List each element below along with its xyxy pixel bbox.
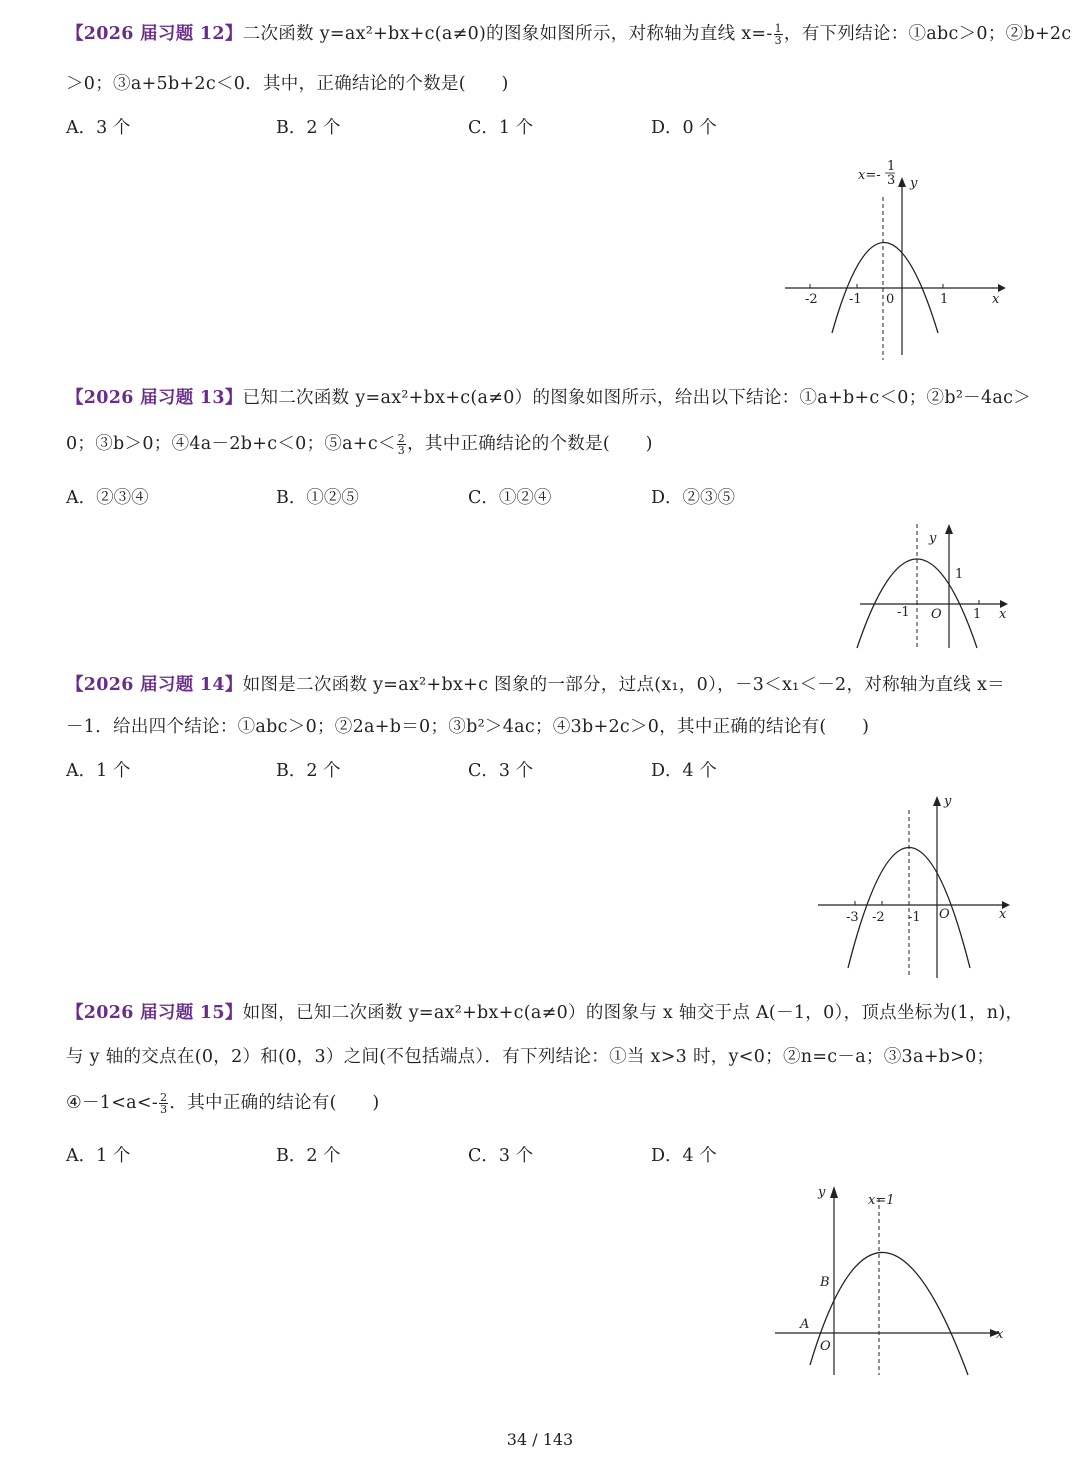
- question-12-line-1: [66, 20, 1071, 46]
- question-14-line-1: [66, 671, 1005, 696]
- question-12-fraction: $\frac{1}{3}$: [774, 22, 782, 47]
- symmetry-label: x=-: [858, 168, 881, 183]
- option-d[interactable]: D．4 个: [651, 761, 717, 781]
- question-14-line-2: －1．给出四个结论：①abc＞0；②2a+b＝0；③b²＞4ac；④3b+2c＞0，其中正确的结论有( ): [66, 717, 870, 737]
- option-d[interactable]: D．0 个: [651, 118, 717, 138]
- question-13-figure: [855, 520, 1015, 654]
- option-a[interactable]: A．1 个: [66, 761, 131, 781]
- question-13-line-2: 0；③b＞0；④4a－2b+c＜0；⑤a+c＜ $\frac{2}{3}$ ，其中正确结论的个数是( ): [66, 432, 653, 457]
- parabola: [848, 848, 970, 969]
- y-axis-arrow: [898, 177, 906, 187]
- tick-label-neg1: -1: [897, 605, 910, 620]
- option-d[interactable]: D．②③⑤: [651, 488, 736, 508]
- tick-label-0: 0: [886, 292, 895, 307]
- tick-label-neg1: -1: [849, 292, 862, 307]
- question-15-text-1: 如图，已知二次函数 y=ax²+bx+c(a≠0）的图象与 x 轴交于点 A(－1，0），顶点坐标为(1，n)，: [242, 1003, 1024, 1023]
- question-15-tag: 【2026 届习题 15】: [66, 1003, 243, 1023]
- y-axis-arrow: [945, 524, 953, 534]
- option-b[interactable]: B．2 个: [276, 118, 341, 138]
- question-12-figure: [780, 155, 1010, 369]
- tick-label-neg2: -2: [872, 910, 885, 925]
- x-axis-label: x: [999, 907, 1007, 922]
- option-c[interactable]: C．①②④: [468, 488, 552, 508]
- option-c[interactable]: C．1 个: [468, 118, 534, 138]
- y-tick-label-1: 1: [955, 567, 964, 582]
- x-axis-label: x: [999, 607, 1007, 622]
- y-axis-label: y: [818, 1185, 826, 1200]
- question-15-line-1: [66, 999, 1023, 1024]
- svg-text:3: 3: [887, 173, 896, 188]
- y-axis-label: y: [910, 176, 918, 191]
- option-b[interactable]: B．2 个: [276, 1146, 341, 1166]
- question-15-fraction: $\frac{2}{3}$: [160, 1091, 168, 1116]
- question-13-text-1: 已知二次函数 y=ax²+bx+c(a≠0）的图象如图所示，给出以下结论：①a+b+c＜0；②b²－4ac＞: [242, 388, 1032, 408]
- question-14-tag: 【2026 届习题 14】: [66, 675, 243, 695]
- tick-label-neg3: -3: [846, 910, 859, 925]
- origin-label: O: [931, 607, 942, 622]
- svg-text:1: 1: [887, 159, 896, 174]
- x-axis-label: x: [996, 1327, 1004, 1342]
- y-axis-label: y: [944, 794, 952, 809]
- option-d[interactable]: D．4 个: [651, 1146, 717, 1166]
- question-14-figure: [815, 790, 1015, 984]
- option-c[interactable]: C．3 个: [468, 1146, 534, 1166]
- question-12-line-2: ＞0；③a+5b+2c＜0．其中，正确结论的个数是( ): [66, 74, 509, 94]
- page-number: 34 / 143: [506, 1430, 574, 1449]
- question-14-text-1: 如图是二次函数 y=ax²+bx+c 图象的一部分，过点(x₁，0），－3＜x₁＜－2，对称轴为直线 x＝: [242, 675, 1005, 695]
- question-12-text-1: 二次函数 y=ax²+bx+c(a≠0)的图象如图所示，对称轴为直线 x=-: [242, 24, 773, 44]
- point-a-label: A: [800, 1317, 810, 1332]
- y-axis-label: y: [929, 531, 937, 546]
- option-a[interactable]: A．3 个: [66, 118, 131, 138]
- option-b[interactable]: B．①②⑤: [276, 488, 359, 508]
- option-a[interactable]: A．1 个: [66, 1146, 131, 1166]
- tick-label-neg2: -2: [805, 292, 818, 307]
- y-axis-arrow: [933, 796, 941, 806]
- y-axis-arrow: [830, 1186, 838, 1198]
- symmetry-label: x=1: [868, 1193, 895, 1208]
- tick-label-1: 1: [940, 292, 949, 307]
- question-13-line-1: [66, 384, 1031, 409]
- origin-label: O: [939, 907, 950, 922]
- question-15-figure: [770, 1180, 1010, 1384]
- x-axis-arrow: [998, 284, 1006, 292]
- option-b[interactable]: B．2 个: [276, 761, 341, 781]
- point-b-label: B: [820, 1275, 830, 1290]
- origin-label: O: [820, 1339, 831, 1354]
- question-13-fraction: $\frac{2}{3}$: [397, 432, 406, 457]
- question-12-tag: 【2026 届习题 12】: [66, 24, 243, 44]
- tick-label-neg1: -1: [908, 910, 921, 925]
- question-15-line-3: ④－1<a<- $\frac{2}{3}$ ．其中正确的结论有( ): [66, 1091, 380, 1116]
- question-15-line-2: 与 y 轴的交点在(0，2）和(0，3）之间(不包括端点）．有下列结论：①当 x>3 时，y<0；②n=c－a；③3a+b>0；: [66, 1047, 995, 1067]
- tick-label-1: 1: [973, 607, 982, 622]
- option-a[interactable]: A．②③④: [66, 488, 149, 508]
- question-13-tag: 【2026 届习题 13】: [66, 388, 243, 408]
- option-c[interactable]: C．3 个: [468, 761, 534, 781]
- x-axis-label: x: [992, 292, 1000, 307]
- question-12-text-1-tail: ，有下列结论：①abc＞0；②b+2c: [783, 24, 1072, 44]
